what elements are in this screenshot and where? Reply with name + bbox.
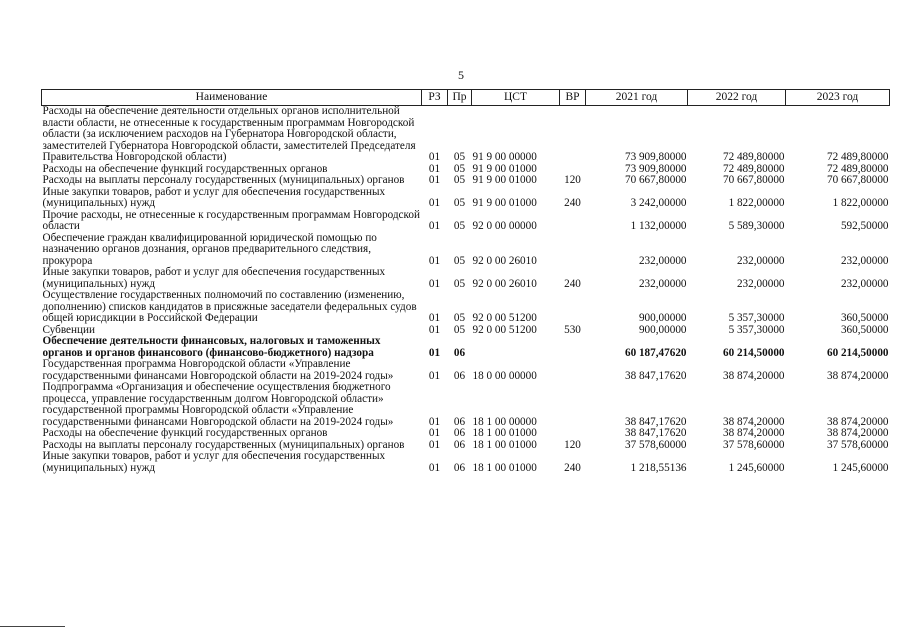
- row-2021: 232,00000: [638, 277, 687, 290]
- row-rz: 01: [428, 174, 441, 186]
- row-2021: 37 578,60000: [624, 438, 687, 451]
- header-cst: ЦСТ: [472, 90, 560, 106]
- row-vr: [560, 428, 586, 440]
- row-2023: 38 874,20000: [826, 369, 889, 382]
- row-cst: 92 0 00 26010: [472, 277, 537, 290]
- row-pr: 05: [453, 174, 466, 186]
- row-vr: [560, 382, 586, 428]
- row-cst: 92 0 00 00000: [472, 220, 537, 232]
- row-rz: 01: [428, 415, 441, 428]
- row-pr: 05: [453, 323, 466, 336]
- row-2023: 72 489,80000: [826, 151, 889, 163]
- table-header-row: [42, 90, 890, 106]
- row-pr: 05: [453, 254, 466, 267]
- row-vr: 240: [564, 277, 581, 290]
- row-2022: 38 874,20000: [722, 369, 785, 382]
- header-pr: Пр: [448, 90, 472, 106]
- row-vr: [560, 290, 586, 325]
- page-number: 5: [458, 68, 464, 82]
- header-2023: 2023 год: [786, 90, 890, 106]
- row-vr: [560, 336, 586, 359]
- row-name: Иные закупки товаров, работ и услуг для обеспечения государственных (муниципальных) нужд: [42, 450, 386, 474]
- row-2022: 1 822,00000: [728, 197, 785, 209]
- row-pr: 05: [453, 151, 466, 163]
- row-rz: 01: [428, 151, 441, 163]
- row-2022: 1 245,60000: [728, 461, 785, 474]
- row-name: Иные закупки товаров, работ и услуг для обеспечения государственных (муниципальных) нужд: [42, 266, 386, 290]
- header-2022: 2022 год: [688, 90, 786, 106]
- row-2021: 38 847,17620: [624, 415, 687, 428]
- row-2021: 73 909,80000: [624, 151, 687, 163]
- row-2021: 3 242,00000: [630, 197, 687, 209]
- row-pr: 05: [453, 312, 466, 324]
- row-name: Государственная программа Новгородской области «Управление государственными финансами Новгородской области на 2019-2024 годы»: [42, 358, 394, 382]
- row-name: Прочие расходы, не отнесенные к государственным программам Новгородской области: [42, 208, 420, 232]
- row-2021: 232,00000: [638, 254, 687, 267]
- row-cst: 91 9 00 01000: [472, 174, 537, 186]
- row-vr: 240: [564, 197, 581, 209]
- row-2023: 70 667,80000: [826, 174, 889, 186]
- table-row: [42, 382, 890, 428]
- row-2022: 5 357,30000: [728, 323, 785, 336]
- row-vr: [560, 210, 586, 233]
- row-2023: 37 578,60000: [826, 438, 889, 451]
- row-name: Осуществление государственных полномочий по составлению (изменению, дополнению) списков кандидатов в присяжные заседатели федеральных судов общей юрисдикции в Российской Федерации: [42, 289, 417, 324]
- row-vr: 240: [564, 461, 581, 474]
- table-row: [42, 359, 890, 382]
- row-2023: 360,50000: [840, 312, 889, 324]
- row-vr: 530: [564, 323, 581, 336]
- row-2022: 37 578,60000: [722, 438, 785, 451]
- header-vr: ВР: [560, 90, 586, 106]
- row-rz: 01: [428, 277, 441, 290]
- row-2021: 1 218,55136: [630, 461, 687, 474]
- row-2021: 900,00000: [638, 312, 687, 324]
- row-vr: 120: [564, 438, 581, 451]
- row-2021: 38 847,17620: [624, 369, 687, 382]
- row-name: Расходы на обеспечение функций государственных органов: [42, 162, 328, 175]
- row-pr: 06: [453, 438, 466, 451]
- row-2021: 70 667,80000: [624, 174, 687, 186]
- row-name: Подпрограмма «Организация и обеспечение осуществления бюджетного процесса, управление государственным долгом Новгородской области» государственной программы Новгородской области «Управление государственными финансами Новгородской области на 2019-2024 годы»: [42, 381, 394, 428]
- row-cst: 91 9 00 00000: [472, 151, 537, 163]
- row-cst: 92 0 00 51200: [472, 323, 537, 336]
- row-vr: [560, 106, 586, 164]
- row-rz: 01: [428, 220, 441, 232]
- row-pr: 06: [453, 427, 466, 439]
- row-2022: 5 589,30000: [728, 220, 785, 232]
- row-name: Расходы на обеспечение деятельности отдельных органов исполнительной власти области, не отнесенные к государственным программам Новгородской области (за исключением расходов на Губернатора Новгородской области, заместителей Губернатора Новгородской области, заместителей Председателя Правительства Новгородской области): [42, 105, 416, 163]
- row-pr: 06: [453, 415, 466, 428]
- footer-rule: [0, 626, 65, 627]
- table-row-section: [42, 336, 890, 359]
- row-rz: 01: [428, 197, 441, 209]
- row-cst: 18 0 00 00000: [472, 369, 537, 382]
- row-2022: 232,00000: [736, 277, 785, 290]
- table-row: [42, 233, 890, 268]
- header-2021: 2021 год: [586, 90, 688, 106]
- table-row: [42, 106, 890, 164]
- row-cst: 18 1 00 00000: [472, 415, 537, 428]
- row-2023: 592,50000: [840, 220, 889, 232]
- row-pr: 05: [453, 277, 466, 290]
- row-2023: 38 874,20000: [826, 415, 889, 428]
- row-name: Расходы на выплаты персоналу государственных (муниципальных) органов: [42, 438, 405, 451]
- row-vr: [560, 233, 586, 268]
- row-pr: 05: [453, 220, 466, 232]
- row-cst: 91 9 00 01000: [472, 162, 537, 175]
- row-2022: 70 667,80000: [722, 174, 785, 186]
- table-row: [42, 267, 890, 290]
- row-name: Субвенции: [42, 323, 95, 336]
- row-name: Расходы на обеспечение функций государственных органов: [42, 427, 328, 439]
- row-2021: 38 847,17620: [624, 427, 687, 439]
- row-2023: 38 874,20000: [826, 427, 889, 439]
- budget-table: [41, 89, 890, 474]
- row-rz: 01: [428, 369, 441, 382]
- row-2022: 232,00000: [736, 254, 785, 267]
- row-vr: 120: [564, 174, 581, 186]
- row-name: Иные закупки товаров, работ и услуг для обеспечения государственных (муниципальных) нужд: [42, 185, 386, 209]
- table-row: [42, 210, 890, 233]
- row-2021: 900,00000: [638, 323, 687, 336]
- row-name: Обеспечение граждан квалифицированной юридической помощью по назначению органов дознания, органов предварительного следствия, прокурора: [42, 231, 377, 267]
- row-2023: 232,00000: [840, 277, 889, 290]
- row-2022: 38 874,20000: [722, 415, 785, 428]
- row-pr: 06: [453, 369, 466, 382]
- row-2022: 72 489,80000: [722, 151, 785, 163]
- row-cst: 92 0 00 51200: [472, 312, 537, 324]
- row-pr: 05: [453, 162, 466, 175]
- row-2023: 1 245,60000: [832, 461, 889, 474]
- row-pr: 06: [453, 461, 466, 474]
- row-rz: 01: [428, 346, 441, 359]
- row-rz: 01: [428, 323, 441, 336]
- row-2022: 60 214,50000: [722, 346, 785, 359]
- row-pr: 06: [453, 346, 466, 359]
- row-2021: 73 909,80000: [624, 162, 687, 175]
- row-2021: 60 187,47620: [624, 346, 687, 359]
- row-rz: 01: [428, 254, 441, 267]
- row-2023: 360,50000: [840, 323, 889, 336]
- header-rz: РЗ: [422, 90, 448, 106]
- row-cst: 92 0 00 26010: [472, 254, 537, 267]
- row-2023: 1 822,00000: [832, 197, 889, 209]
- row-cst: [472, 336, 560, 359]
- row-rz: 01: [428, 461, 441, 474]
- row-2022: 38 874,20000: [722, 427, 785, 439]
- row-2023: 72 489,80000: [826, 162, 889, 175]
- row-2021: 1 132,00000: [630, 220, 687, 232]
- row-rz: 01: [428, 438, 441, 451]
- table-row: [42, 290, 890, 325]
- row-2023: 60 214,50000: [826, 346, 889, 359]
- table-row: [42, 428, 890, 440]
- table-row: [42, 187, 890, 210]
- row-name: Расходы на выплаты персоналу государственных (муниципальных) органов: [42, 174, 405, 186]
- row-cst: 91 9 00 01000: [472, 197, 537, 209]
- row-2022: 72 489,80000: [722, 162, 785, 175]
- row-2022: 5 357,30000: [728, 312, 785, 324]
- row-vr: [560, 359, 586, 382]
- table-row: [42, 451, 890, 474]
- row-cst: 18 1 00 01000: [472, 461, 537, 474]
- row-rz: 01: [428, 427, 441, 439]
- row-cst: 18 1 00 01000: [472, 427, 537, 439]
- header-name: Наименование: [42, 90, 422, 106]
- row-2023: 232,00000: [840, 254, 889, 267]
- row-rz: 01: [428, 162, 441, 175]
- row-rz: 01: [428, 312, 441, 324]
- row-cst: 18 1 00 01000: [472, 438, 537, 451]
- row-pr: 05: [453, 197, 466, 209]
- table-row: [42, 175, 890, 187]
- row-name: Обеспечение деятельности финансовых, налоговых и таможенных органов и органов финансового (финансово-бюджетного) надзора: [42, 335, 381, 359]
